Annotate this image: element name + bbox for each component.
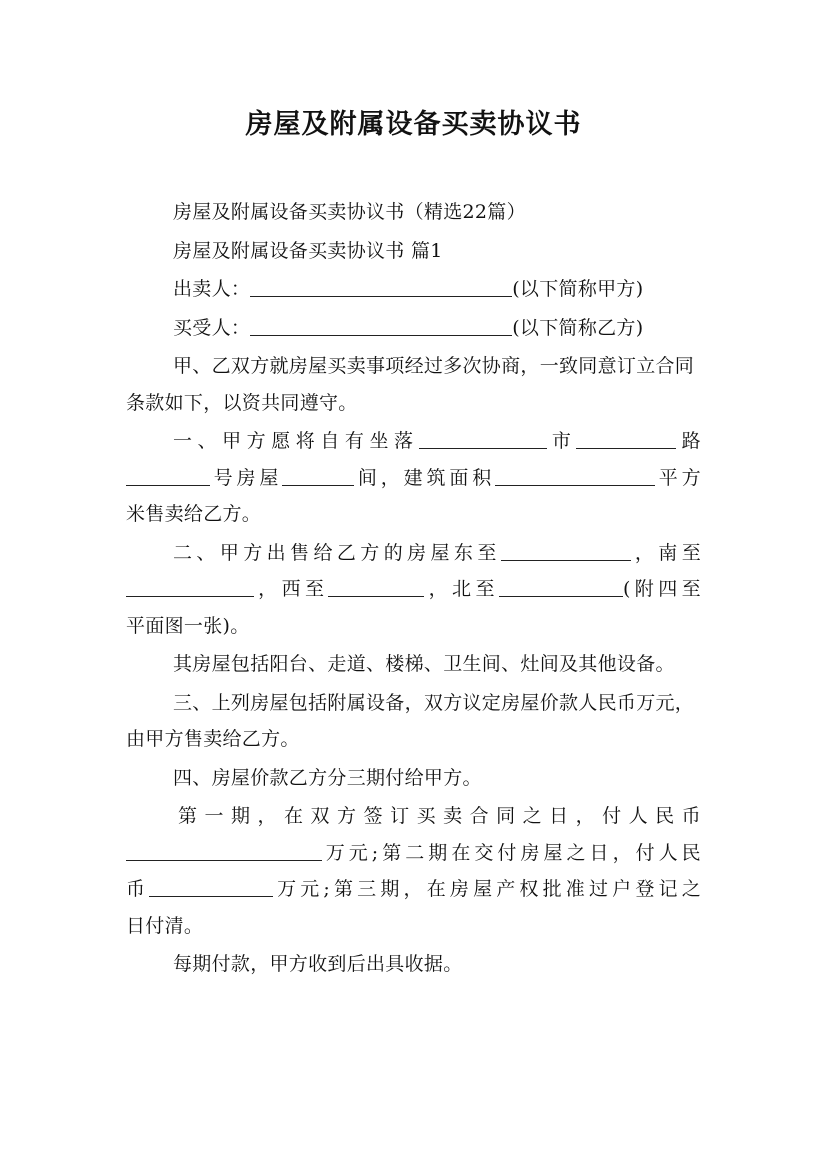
payment-text-d: 万元;第三期，在房屋产权批准过户登记之 bbox=[273, 878, 701, 900]
document-title: 房屋及附属设备买卖协议书 bbox=[245, 109, 582, 140]
clause-2-text-b: ，南至 bbox=[630, 541, 701, 564]
clause-1-text-e: 间，建筑面积 bbox=[354, 466, 496, 489]
payment-text-b: 万元;第二期在交付房屋之日，付人民 bbox=[322, 841, 701, 864]
clause-1-line-1 bbox=[126, 423, 701, 460]
north-blank[interactable] bbox=[499, 578, 623, 597]
clause-2-text-e: (附四至 bbox=[622, 578, 701, 600]
buyer-suffix: (以下简称乙方) bbox=[512, 316, 644, 339]
clause-2-text-c: ，西至 bbox=[254, 578, 329, 600]
clause-3: 三、上列房屋包括附属设备，双方议定房屋价款人民币万元，由甲方售卖给乙方。 bbox=[126, 691, 695, 750]
clause-2-line-3: 平面图一张)。 bbox=[126, 614, 250, 637]
clause-2-text-a: 二、甲方出售给乙方的房屋东至 bbox=[173, 541, 501, 564]
clause-1-text-f: 平方 bbox=[655, 466, 701, 489]
east-blank[interactable] bbox=[501, 542, 631, 561]
west-blank[interactable] bbox=[328, 578, 424, 597]
house-number-blank[interactable] bbox=[126, 467, 210, 486]
road-blank[interactable] bbox=[576, 430, 676, 449]
payment-line-3 bbox=[126, 871, 701, 908]
clause-2-line-2 bbox=[126, 571, 701, 608]
clause-1 bbox=[126, 423, 701, 533]
payment-line-1: 第一期，在双方签订买卖合同之日，付人民币 bbox=[178, 805, 701, 827]
second-payment-blank[interactable] bbox=[149, 878, 273, 897]
clause-1-text-a: 一、甲方愿将自有坐落 bbox=[173, 430, 419, 452]
document-body bbox=[126, 194, 701, 985]
buyer-line bbox=[126, 310, 701, 347]
payment-text-c: 币 bbox=[126, 878, 150, 900]
buyer-blank[interactable] bbox=[250, 317, 512, 336]
clause-2-text-d: ，北至 bbox=[424, 578, 499, 600]
clause-1-text-b: 市 bbox=[546, 430, 577, 452]
clause-1-line-2 bbox=[126, 460, 701, 497]
seller-label: 出卖人： bbox=[173, 278, 251, 300]
clause-2-line-1 bbox=[126, 535, 701, 572]
rooms-blank[interactable] bbox=[282, 467, 354, 486]
seller-suffix: (以下简称甲方) bbox=[512, 278, 644, 300]
payment-line-2 bbox=[126, 835, 701, 872]
first-payment-blank[interactable] bbox=[126, 842, 322, 861]
payment-schedule bbox=[126, 798, 701, 944]
subtitle: 房屋及附属设备买卖协议书（精选22篇） bbox=[173, 201, 526, 223]
clause-1-text-d: 号房屋 bbox=[210, 466, 283, 489]
clause-1-text-c: 路 bbox=[676, 430, 701, 452]
area-blank[interactable] bbox=[495, 467, 655, 486]
seller-blank[interactable] bbox=[250, 278, 512, 297]
city-blank[interactable] bbox=[419, 430, 547, 449]
intro-paragraph: 甲、乙双方就房屋买卖事项经过多次协商，一致同意订立合同条款如下，以资共同遵守。 bbox=[126, 355, 695, 414]
south-blank[interactable] bbox=[126, 578, 254, 597]
payment-line-4: 日付清。 bbox=[126, 914, 204, 937]
clause-4: 四、房屋价款乙方分三期付给甲方。 bbox=[173, 766, 482, 789]
facilities-paragraph: 其房屋包括阳台、走道、楼梯、卫生间、灶间及其他设备。 bbox=[173, 653, 675, 675]
clause-1-line-3: 米售卖给乙方。 bbox=[126, 503, 262, 525]
clause-2 bbox=[126, 535, 701, 645]
buyer-label: 买受人： bbox=[173, 316, 251, 339]
receipt-paragraph: 每期付款，甲方收到后出具收据。 bbox=[173, 953, 463, 975]
seller-line bbox=[126, 271, 701, 308]
section-heading: 房屋及附属设备买卖协议书 篇1 bbox=[173, 239, 443, 262]
